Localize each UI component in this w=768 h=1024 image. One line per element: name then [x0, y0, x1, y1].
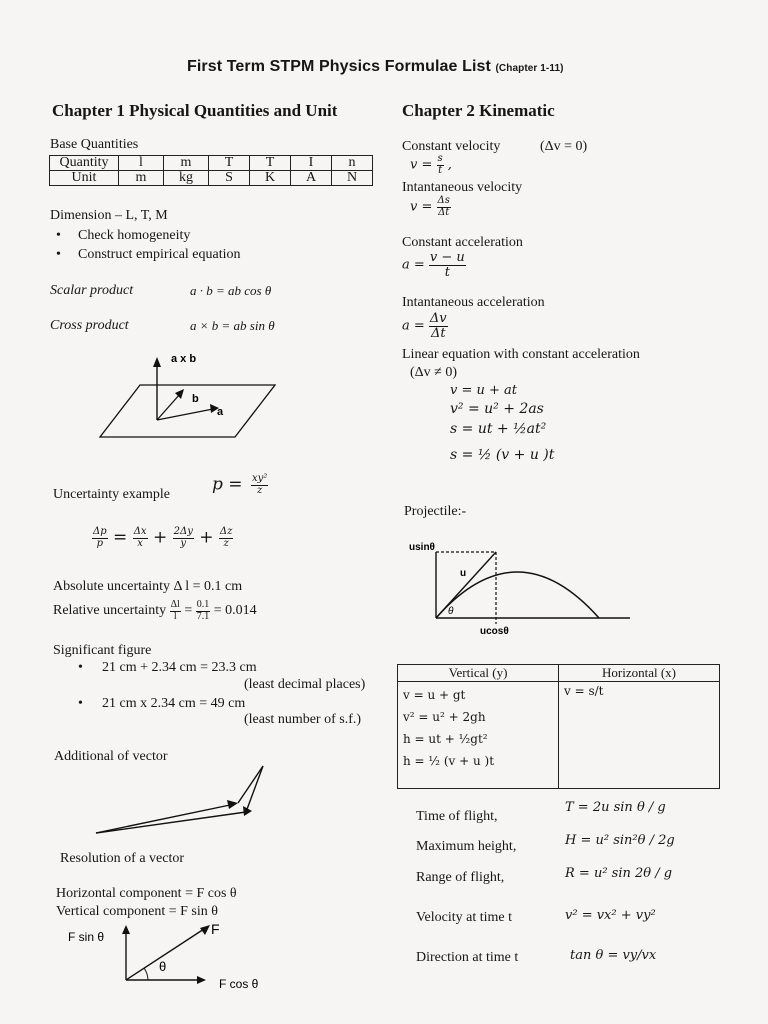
title-text: First Term STPM Physics Formulae List	[187, 58, 491, 75]
table-row	[398, 682, 720, 789]
bullet-item: • Check homogeneity	[56, 228, 191, 243]
sig-fig-text: 21 cm + 2.34 cm = 23.3 cm	[102, 660, 257, 675]
acceleration-formula: a = $\frac{v - u}{t}$	[402, 250, 465, 280]
b-label: b	[192, 393, 199, 405]
velocity-time-label: Velocity at time t	[416, 910, 513, 925]
max-height-label: Maximum height,	[416, 839, 517, 854]
plane-parallelogram	[100, 385, 275, 437]
vector-resolution-figure	[64, 920, 274, 998]
table-cell: A	[291, 171, 332, 186]
velocity-time-formula: v² = vx² + vy²	[565, 908, 656, 923]
linear-equation-label: Linear equation with constant acceleration	[402, 347, 640, 362]
sig-fig-text: 21 cm x 2.34 cm = 49 cm	[102, 696, 246, 711]
table-cell: m	[164, 156, 209, 171]
absolute-uncertainty: Absolute uncertainty Δ l = 0.1 cm	[53, 579, 243, 594]
projectile-table	[397, 664, 720, 789]
arrowhead	[227, 800, 238, 809]
usin-label: usinθ	[409, 542, 435, 553]
vertical-component: Vertical component = F sin θ	[56, 904, 218, 919]
vertical-eq: v² = u² + 2gh	[403, 710, 486, 724]
table-row	[50, 171, 373, 186]
bullet-text: Construct empirical equation	[78, 247, 241, 262]
table-row	[398, 665, 720, 682]
table-header-vertical: Vertical (y)	[398, 665, 559, 682]
linear-equation-condition: (Δv ≠ 0)	[410, 365, 458, 380]
horizontal-component: Horizontal component = F cos θ	[56, 886, 237, 901]
cross-product-formula: a × b = ab sin θ	[190, 318, 275, 333]
bullet-text: Check homogeneity	[78, 228, 191, 243]
table-header-horizontal: Horizontal (x)	[559, 665, 720, 682]
ucos-label: ucosθ	[480, 626, 509, 636]
relative-uncertainty-label: Relative uncertainty	[53, 603, 167, 619]
table-cell: T	[250, 156, 291, 171]
constant-velocity-label: Constant velocity	[402, 139, 501, 154]
vertical-eq: v = u + gt	[403, 688, 466, 702]
cross-product-label: Cross product	[50, 318, 129, 333]
additional-vector-label: Additional of vector	[54, 749, 168, 764]
table-cell: I	[291, 156, 332, 171]
fsin-label: F sin θ	[68, 930, 105, 944]
sig-fig-note-1: (least decimal places)	[244, 677, 366, 692]
table-cell: K	[250, 171, 291, 186]
table-cell: m	[119, 171, 164, 186]
cross-product-figure	[95, 345, 295, 445]
scalar-product-label: Scalar product	[50, 283, 134, 298]
range-label: Range of flight,	[416, 870, 505, 885]
projectile-figure	[404, 536, 634, 636]
table-row	[50, 156, 373, 171]
horizontal-equation-cell	[559, 682, 720, 789]
f-label: F	[211, 921, 220, 937]
instantaneous-velocity-label: Intantaneous velocity	[402, 180, 523, 195]
angle-arc	[144, 968, 148, 980]
chapter2-heading: Chapter 2 Kinematic	[402, 101, 555, 120]
vector-b	[238, 766, 263, 803]
page-title	[187, 58, 564, 76]
sig-fig-example-1: • 21 cm + 2.34 cm = 23.3 cm	[78, 660, 257, 675]
suvat-eq-2: v² = u² + 2as	[450, 401, 544, 417]
resolution-label: Resolution of a vector	[60, 851, 185, 866]
arrowhead	[122, 925, 130, 934]
bullet-item: • Construct empirical equation	[56, 247, 241, 262]
constant-acceleration-label: Constant acceleration	[402, 235, 523, 250]
vector-a	[96, 805, 230, 833]
scalar-product-formula: a · b = ab cos θ	[190, 283, 272, 298]
table-cell: l	[119, 156, 164, 171]
axb-label: a x b	[171, 353, 197, 365]
uncertainty-relation: $\frac{\Delta p}{p}$ = $\frac{\Delta x}{x}$ + $\frac{2\Delta y}{y}$ + $\frac{\Delta z}{z}$	[93, 526, 233, 549]
relative-uncertainty: Relative uncertainty $\frac{\Delta l}{l}$ = $\frac{0.1}{7.1}$ = 0.014	[53, 599, 257, 622]
table-cell: kg	[164, 171, 209, 186]
suvat-eq-3: s = ut + ½at²	[450, 421, 547, 437]
u-label: u	[460, 568, 467, 579]
base-quantities-label: Base Quantities	[50, 137, 139, 152]
significant-figure-label: Significant figure	[53, 643, 152, 658]
vertical-equations-cell	[398, 682, 559, 789]
table-cell: N	[332, 171, 373, 186]
base-quantities-table	[49, 155, 373, 186]
axb-arrowhead	[153, 357, 161, 367]
vertical-eq: h = ut + ½gt²	[403, 732, 488, 746]
vector-c	[246, 766, 263, 812]
suvat-eq-1: v = u + at	[450, 383, 518, 398]
instantaneous-acceleration-formula: a = $\frac{\Delta v}{\Delta t}$	[402, 311, 447, 341]
title-sub: (Chapter 1-11)	[495, 63, 564, 74]
direction-time-formula: tan θ = vy/vx	[570, 948, 657, 963]
max-height-formula: H = u² sin²θ / 2g	[565, 833, 675, 848]
dimension-text: Dimension – L, T, M	[50, 208, 168, 223]
table-cell: T	[209, 156, 250, 171]
vector-addition-figure	[88, 760, 268, 840]
time-of-flight-formula: T = 2u sin θ / g	[565, 800, 666, 815]
velocity-formula: v = $\frac{s}{t}$ ,	[410, 153, 452, 176]
instantaneous-acceleration-label: Intantaneous acceleration	[402, 295, 545, 310]
sig-fig-example-2: • 21 cm x 2.34 cm = 49 cm	[78, 696, 246, 711]
theta-label: θ	[448, 606, 454, 617]
table-cell: Quantity	[50, 156, 119, 171]
instantaneous-velocity-formula: v = $\frac{\Delta s}{\Delta t}$	[410, 195, 450, 218]
direction-time-label: Direction at time t	[416, 950, 519, 965]
table-cell: S	[209, 171, 250, 186]
chapter1-heading: Chapter 1 Physical Quantities and Unit	[52, 101, 338, 120]
resultant-vector	[96, 812, 246, 833]
projectile-label: Projectile:-	[404, 504, 467, 519]
theta-label: θ	[159, 959, 167, 974]
uncertainty-label: Uncertainty example	[53, 487, 171, 502]
constant-velocity-condition: (Δv = 0)	[540, 139, 588, 154]
table-cell: Unit	[50, 171, 119, 186]
sig-fig-note-2: (least number of s.f.)	[244, 712, 362, 727]
time-of-flight-label: Time of flight,	[416, 809, 498, 824]
fcos-label: F cos θ	[219, 977, 259, 991]
arrowhead	[197, 976, 206, 984]
suvat-eq-4: s = ½ (v + u )t	[450, 447, 555, 463]
a-label: a	[217, 406, 224, 418]
uncertainty-formula: p = $\frac{\text{xy²}}{z}$	[212, 473, 268, 496]
horizontal-eq: v = s/t	[564, 684, 604, 698]
arrowhead	[200, 925, 210, 935]
range-formula: R = u² sin 2θ / g	[565, 866, 673, 881]
vertical-eq: h = ½ (v + u )t	[403, 754, 495, 768]
table-cell: n	[332, 156, 373, 171]
